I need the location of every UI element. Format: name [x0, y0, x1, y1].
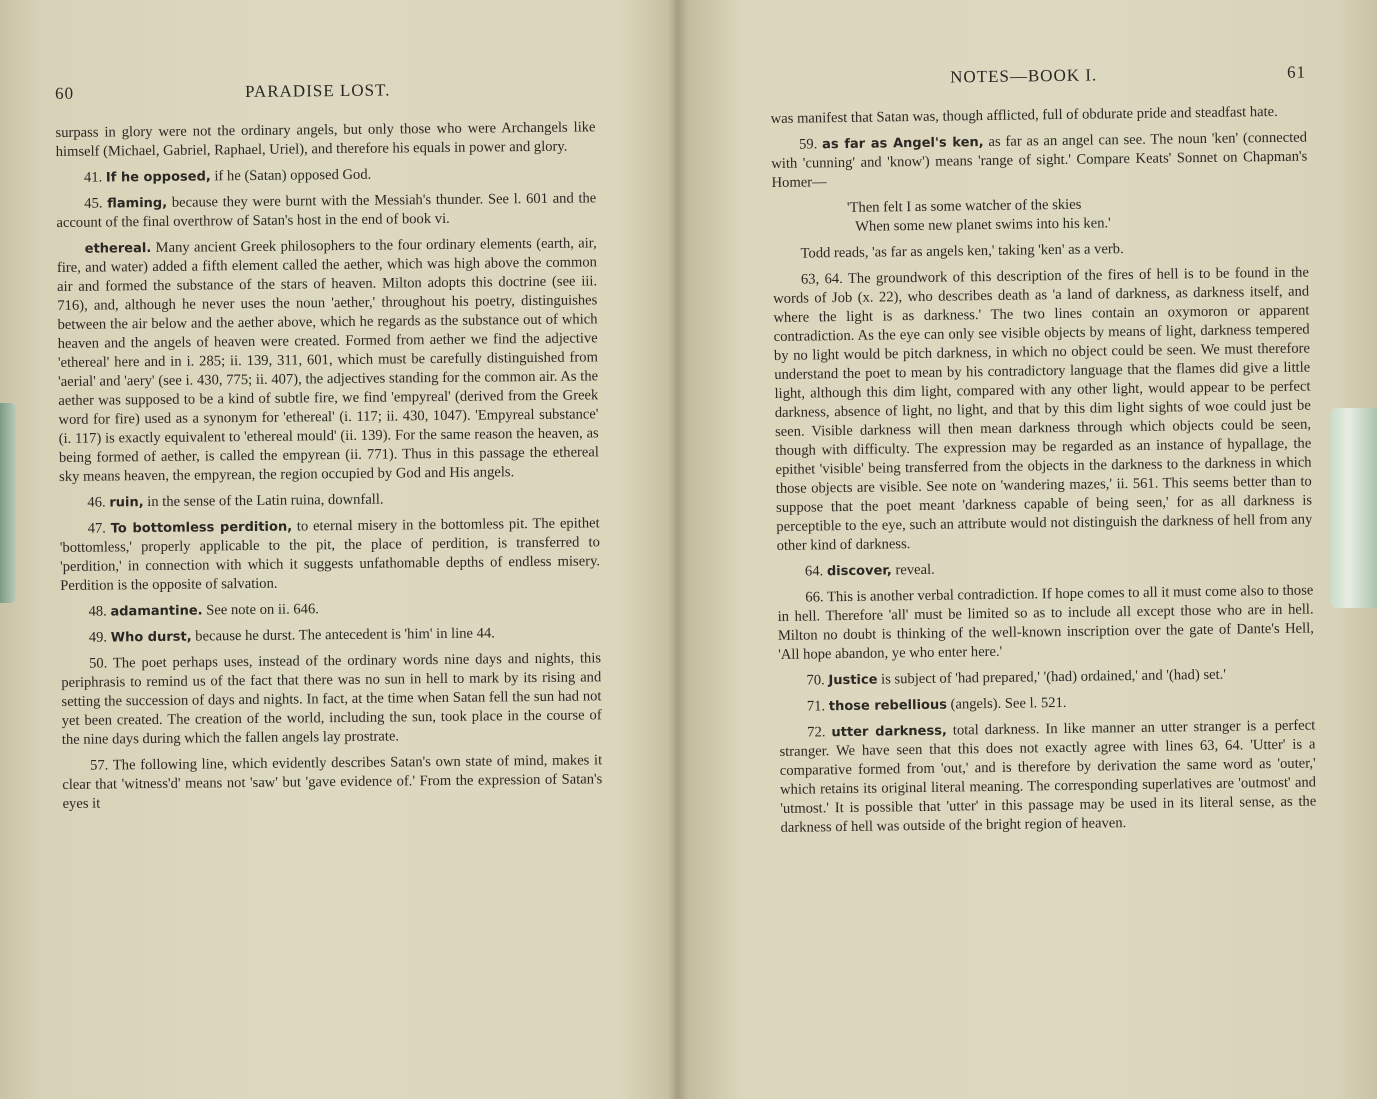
note-keyword: adamantine.	[110, 603, 203, 620]
note-text: This is another verbal contradiction. If hope comes to all it must come also to those in hell. Therefore 'all' must be limited so as to include all except those who are in hell. Milton no doubt is thinking of the well-known inscription over the gate of Dante's Hell, 'All hope abandon, ye who enter here.'	[777, 582, 1314, 663]
note-keyword: Justice	[828, 672, 878, 689]
page-number: 61	[1286, 62, 1307, 82]
note-text: reveal.	[891, 561, 935, 579]
note-keyword: those rebellious	[828, 697, 948, 715]
note-text: The poet perhaps uses, instead of the ordinary words nine days and nights, this periphrasis to remind us of the fact that there was no sun in hell to mark by its rising and setting the succession of days and nights. In fact, at the time when Satan fell the sun had not yet been created. The creation of the world, including the sun, took place in the course of the nine days during which the fallen angels lay prostrate.	[61, 650, 602, 748]
running-title: NOTES—BOOK I.	[949, 65, 1098, 87]
note-paragraph	[779, 690, 1315, 716]
note-paragraph	[56, 189, 596, 233]
note-line-number: 66.	[805, 589, 824, 606]
note-line-number: 47.	[87, 520, 106, 537]
right-notes-after-verse	[772, 237, 1316, 837]
note-line-number: 48.	[88, 603, 107, 620]
note-text: Many ancient Greek philosophers to the four ordinary elements (earth, air, fire, and water) added a fifth element called the aether, which was high above the common air and formed the substance of the stars of heaven. Milton adopts this doctrine (see iii. 716), and, although he never uses the noun 'aether,' throughout his poetry, distinguishes between the air below and the aether above, which he regards as the substance out of which heaven and the angels of heaven were created. Formed from aether we find the adjective 'ethereal' here and in i. 285; ii. 139, 311, 601, which must be carefully distinguished from 'aerial' and 'aery' (see i. 430, 775; ii. 407), the adjectives standing for the common air. As the aether was supposed to be a kind of subtle fire, we find 'empyreal' (derived from the Greek word for fire) used as a synonym for 'ethereal' (i. 117; ii. 430, 1047). 'Empyreal substance' (i. 117) is exactly equivalent to 'ethereal mould' (ii. 139). For the same reason the heaven, as being formed of aether, is called the empyrean (ii. 771). Thus in this passage the ethereal sky means heaven, the empyrean, the region occupied by God and His angels.	[56, 235, 599, 485]
left-page	[55, 78, 603, 821]
note-paragraph	[61, 649, 602, 750]
note-text: as far as an angel can see. The noun 'ken' (connected with 'cunning' and 'know') means 'range of sight.' Compare Keats' Sonnet on Chapman's Homer—	[771, 129, 1308, 191]
note-line-number: 63, 64.	[800, 271, 843, 288]
note-paragraph	[771, 129, 1308, 193]
right-page	[770, 63, 1317, 845]
note-paragraph	[777, 581, 1314, 664]
note-paragraph	[57, 234, 600, 487]
note-paragraph	[60, 514, 601, 596]
note-text: in the sense of the Latin ruina, downfall.	[143, 491, 384, 511]
right-page-tab	[1330, 408, 1377, 608]
note-line-number: 41.	[83, 169, 103, 186]
note-text: if he (Satan) opposed God.	[210, 166, 372, 185]
note-line-number: 59.	[798, 136, 818, 153]
note-line-number: 45.	[84, 195, 103, 212]
note-text: (angels). See l. 521.	[946, 694, 1067, 713]
verse-line: 'Then felt I as some watcher of the skies	[846, 196, 1082, 216]
note-text: because they were burnt with the Messiah's thunder. See l. 601 and the account of the final overthrow of Satan's host in the end of book vi.	[56, 190, 597, 231]
verse-quote	[847, 193, 1308, 237]
note-paragraph	[61, 623, 601, 648]
note-keyword: as far as Angel's ken,	[822, 135, 984, 153]
note-line-number: 64.	[804, 563, 824, 580]
note-keyword: To bottomless perdition,	[110, 519, 293, 537]
note-text: to eternal misery in the bottomless pit. The epithet 'bottomless,' properly applicable to the pit, the place of perdition, is transferred to 'perdition,' in connection with which it suggests unfathomable depths of endless misery. Perdition is the opposite of salvation.	[59, 515, 601, 594]
left-running-head	[55, 78, 595, 124]
note-text: See note on ii. 646.	[202, 601, 319, 619]
note-keyword: ruin,	[109, 495, 144, 511]
note-keyword: ethereal.	[84, 241, 152, 257]
left-page-tab	[0, 403, 16, 603]
left-notes	[55, 118, 602, 814]
right-notes-before-verse	[771, 103, 1308, 193]
note-paragraph	[60, 597, 600, 622]
note-line-number: 72.	[807, 724, 826, 741]
note-line-number: 57.	[90, 757, 109, 774]
note-line-number: 71.	[806, 698, 826, 715]
note-text: surpass in glory were not the ordinary angels, but only those who were Archangels like himself (Michael, Gabriel, Raphael, Uriel), and therefore his equals in power and glory.	[55, 119, 596, 160]
note-paragraph	[773, 263, 1313, 555]
note-paragraph	[62, 751, 603, 814]
note-keyword: discover,	[826, 563, 892, 580]
note-line-number: 70.	[806, 672, 825, 689]
note-keyword: utter darkness,	[831, 723, 947, 741]
note-paragraph	[772, 237, 1308, 263]
verse-line: When some new planet swims into his ken.'	[855, 215, 1111, 235]
note-text: total darkness. In like manner an utter stranger is a perfect stranger. We have seen that this does not exactly agree with lines 63, 64. 'Utter' is a comparative formed from 'out,' and is therefore by derivation the same word as 'outer,' which retains its original literal meaning. The corresponding superlatives are 'outmost' and 'utmost.' It is possible that 'utter' in this passage may be used in its literal sense, as the darkness of hell was outside of the bright region of heaven.	[779, 717, 1317, 836]
note-paragraph	[56, 163, 596, 188]
note-text: Todd reads, 'as far as angels ken,' taking 'ken' as a verb.	[800, 241, 1124, 262]
note-paragraph	[778, 664, 1314, 690]
note-line-number: 46.	[87, 494, 106, 511]
right-running-head	[770, 63, 1307, 110]
note-text: is subject of 'had prepared,' '(had) ordained,' and '(had) set.'	[877, 666, 1227, 688]
page-number: 60	[55, 83, 75, 103]
note-paragraph	[777, 555, 1313, 581]
note-paragraph	[779, 716, 1317, 837]
note-paragraph	[59, 488, 599, 513]
running-title: PARADISE LOST.	[244, 80, 391, 102]
note-keyword: Who durst,	[110, 629, 192, 646]
note-line-number: 50.	[88, 655, 108, 672]
note-text: because he durst. The antecedent is 'him' in line 44.	[191, 625, 495, 645]
note-line-number: 49.	[88, 629, 108, 646]
note-keyword: flaming,	[107, 195, 168, 212]
note-text: was manifest that Satan was, though afflicted, full of obdurate pride and steadfast hate.	[770, 103, 1278, 127]
note-paragraph	[55, 118, 595, 162]
note-text: The groundwork of this description of the fires of hell is to be found in the words of Job (x. 22), who describes death as 'a land of darkness, as darkness itself, and where the light is as darkness.' The two lines contain an oxymoron or apparent contradiction. As the eye can only see visible objects by means of light, darkness tempered by no light would be pitch darkness, in which no object could be seen. We must therefore understand the poet to mean by his contradictory language that the flames did give a little light, although this dim light, compared with any other light, would appear to be perfect darkness, absence of light, no light, and that by this dim light sights of woe could just be seen. Visible darkness will then mean darkness through which objects could be seen, though with difficulty. The expression may be regarded as an instance of hypallage, the epithet 'visible' being transferred from the objects in the darkness to the darkness in which those objects are visible. See note on 'wandering mazes,' ii. 561. This seems better than to suppose that the poet meant 'darkness capable of being seen,' for as all darkness is perceptible to the eye, such an attribute would not distinguish the darkness of hell from any other kind of darkness.	[773, 264, 1313, 554]
note-keyword: If he opposed,	[105, 169, 211, 186]
note-text: The following line, which evidently describes Satan's own state of mind, makes it clear that 'witness'd' means not 'saw' but 'gave evidence of.' From the expression of Satan's eyes it	[62, 752, 603, 812]
